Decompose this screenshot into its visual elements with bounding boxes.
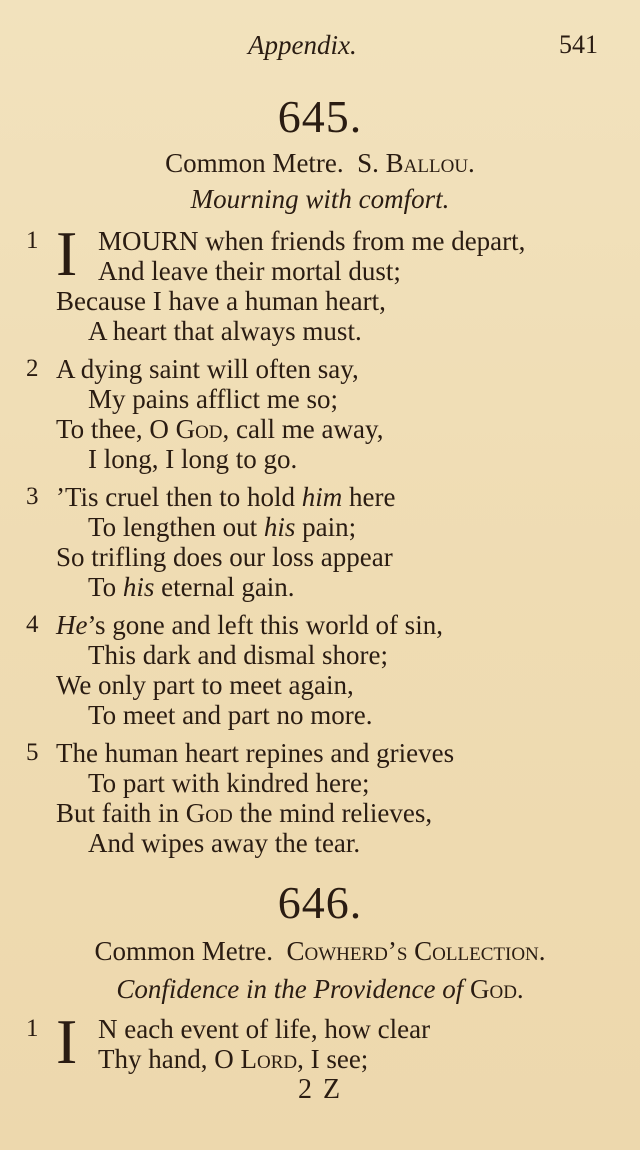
- verse-line: To meet and part no more.: [88, 700, 373, 730]
- verse-line: A dying saint will often say,: [56, 354, 359, 384]
- emphasis: him: [301, 482, 343, 512]
- verse-line: This dark and dismal shore;: [88, 640, 388, 670]
- verse-line: Because I have a human heart,: [56, 286, 386, 316]
- running-head-title: Appendix.: [248, 30, 357, 60]
- running-head: [0, 30, 640, 66]
- verse-line: [98, 1044, 368, 1074]
- emphasis: He: [56, 610, 88, 640]
- hymn-meter: Common Metre.: [165, 148, 344, 178]
- hymn-author: Cowherd’s Collection.: [286, 936, 546, 966]
- divine-name: God: [185, 798, 233, 828]
- verse-text: pain;: [295, 512, 357, 542]
- hymn-meter: Common Metre.: [94, 936, 273, 966]
- verse-line: N each event of life, how clear: [98, 1014, 431, 1044]
- page-number: 541: [559, 30, 598, 59]
- drop-cap: I: [56, 218, 78, 289]
- verse-text: ’Tis cruel then to hold: [56, 482, 302, 512]
- verse-text: eternal gain.: [154, 572, 295, 602]
- verse-line: And leave their mortal dust;: [98, 256, 401, 286]
- verse-number: 5: [26, 739, 39, 766]
- verse-number: 1: [26, 227, 39, 254]
- verse-line: I long, I long to go.: [88, 444, 298, 474]
- verse-text: , call me away,: [222, 414, 384, 444]
- verse-line: [88, 572, 295, 602]
- verse-text: Thy hand, O: [98, 1044, 241, 1074]
- verse-line: To part with kindred here;: [88, 768, 370, 798]
- verse-text: To lengthen out: [88, 512, 264, 542]
- verse-line: [56, 482, 395, 512]
- verse-line: [88, 512, 356, 542]
- verse-line: The human heart repines and grieves: [56, 738, 455, 768]
- verse-line: A heart that always must.: [88, 316, 362, 346]
- emphasis: his: [263, 512, 296, 542]
- verse-line: [56, 798, 432, 828]
- verse-number: 1: [26, 1015, 39, 1042]
- verse-line: And wipes away the tear.: [88, 828, 361, 858]
- hymn-number: 646.: [277, 877, 363, 928]
- hymn-number: 645.: [277, 91, 363, 142]
- divine-name: Lord: [240, 1044, 298, 1074]
- verse-text: , I see;: [297, 1044, 369, 1074]
- drop-cap: I: [56, 1006, 78, 1077]
- verse-text: the mind relieves,: [232, 798, 433, 828]
- divine-name: God: [175, 414, 223, 444]
- verse-line: We only part to meet again,: [56, 670, 354, 700]
- verse-text: here: [342, 482, 396, 512]
- hymn-title-text: Confidence in the Providence of: [116, 974, 470, 1004]
- verse-text: To: [88, 572, 123, 602]
- verse-line: MOURN when friends from me depart,: [98, 226, 526, 256]
- verse-line: So trifling does our loss appear: [56, 542, 393, 572]
- verse-number: 4: [26, 611, 39, 638]
- divine-name: God.: [469, 974, 524, 1004]
- verse-line: [56, 414, 383, 444]
- emphasis: his: [122, 572, 155, 602]
- signature-mark: 2 Z: [297, 1074, 343, 1105]
- verse-text: But faith in: [56, 798, 186, 828]
- verse-line: [56, 610, 443, 640]
- verse-number: 2: [26, 355, 39, 382]
- hymn-meta: [0, 148, 640, 179]
- verse-text: ’s gone and left this world of sin,: [87, 610, 443, 640]
- verse-line: My pains afflict me so;: [88, 384, 338, 414]
- verse-text: To thee, O: [56, 414, 176, 444]
- hymn-title: [0, 974, 640, 1005]
- hymn-title: Mourning with comfort.: [190, 184, 450, 214]
- verse-number: 3: [26, 483, 39, 510]
- hymn-meta: [0, 936, 640, 967]
- hymn-author: S. Ballou.: [357, 148, 475, 178]
